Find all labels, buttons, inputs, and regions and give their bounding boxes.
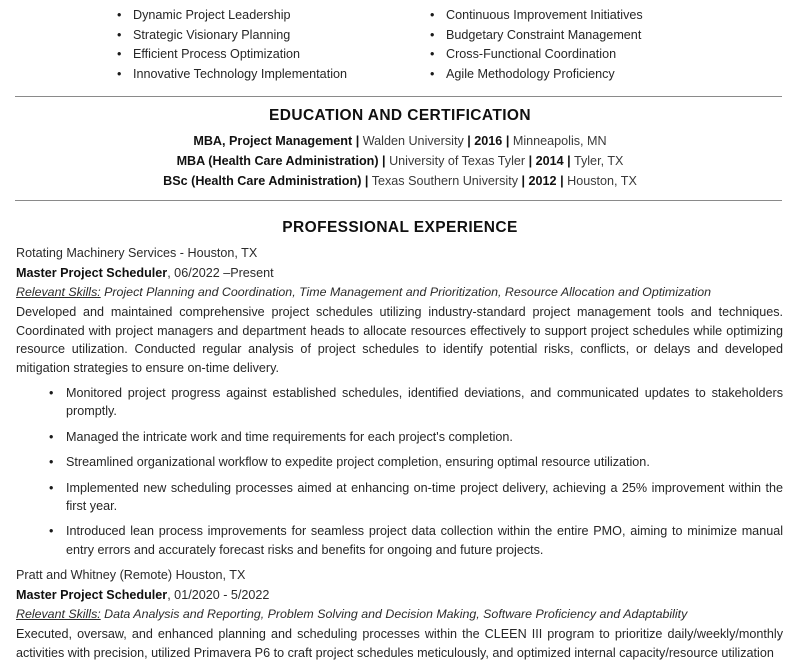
bullet-icon: • [49,524,54,539]
job-title: Master Project Scheduler [16,587,168,602]
bullet-icon: • [430,66,435,81]
education-separator: | [521,173,526,188]
job-role [16,586,783,605]
job-bullet [16,453,783,471]
skill-label: Strategic Visionary Planning [133,27,291,42]
bullet-icon: • [49,480,54,495]
job-bullet [16,384,783,421]
education-year: 2016 [474,134,503,149]
education-heading: EDUCATION AND CERTIFICATION [269,107,531,125]
job-bullet-list [16,384,783,559]
job-bullet-text: Introduced lean process improvements for seamless project data collection within the entire PMO, aiming to minimize manual entry errors and accurately forecast risks and benefits for ongoing and future projects. [66,524,783,557]
education-entry [0,132,800,152]
education-institution: University of Texas Tyler [389,153,526,168]
job-company: Rotating Machinery Services - Houston, TX [16,246,258,261]
skill-label: Innovative Technology Implementation [133,66,347,81]
section-divider [15,200,782,201]
job-bullet-text: Implemented new scheduling processes aimed at enhancing on-time project delivery, achieving a 25% improvement within the first year. [66,480,783,514]
education-degree: MBA (Health Care Administration) [176,153,379,168]
education-degree: BSc (Health Care Administration) [163,173,362,188]
core-skills-grid [0,0,800,84]
education-year: 2012 [528,173,557,188]
job-bullet [16,428,783,446]
education-separator: | [560,173,564,188]
job-dates: , 01/2020 - 5/2022 [167,587,270,602]
relevant-skills-label: Relevant Skills: [16,607,101,622]
education-institution: Walden University [362,134,464,149]
job-bullet-text: Monitored project progress against established schedules, identified deviations, and communicated updates to stakeholders promptly. [66,386,783,419]
skill-label: Budgetary Constraint Management [446,27,642,42]
experience-entry [16,566,783,662]
skill-item [430,45,800,65]
bullet-icon: • [430,8,435,22]
relevant-skills-label: Relevant Skills: [16,284,101,299]
education-location: Tyler, TX [573,153,624,168]
experience-list [0,244,800,662]
education-location: Minneapolis, MN [512,134,607,149]
skill-item [117,65,430,85]
job-relevant-skills [16,605,783,624]
experience-entry [16,244,783,559]
job-summary: Executed, oversaw, and enhanced planning and scheduling processes within the CLEEN III program to prioritize daily/weekly/monthly activities with precision, utilized Primavera P6 to craft project schedules meticulously, and optimized internal capacity/resource utilization [16,627,783,660]
job-bullet-text: Managed the intricate work and time requirements for each project's completion. [66,429,513,444]
education-list [0,132,800,191]
job-company: Pratt and Whitney (Remote) Houston, TX [16,568,246,583]
job-summary: Developed and maintained comprehensive project schedules utilizing industry-standard project management tools and techniques. Coordinated with project managers and department heads to allocate resources effectively to support project schedules while optimizing resource utilization. Conducted regular analysis of project schedules to identify potential risks, conflicts, or delays and developed mitigation strategies to ensure on-time delivery. [16,305,783,375]
education-separator: | [467,134,471,149]
education-separator: | [364,173,369,188]
education-separator: | [567,153,571,168]
bullet-icon: • [49,429,54,444]
skill-label: Dynamic Project Leadership [133,8,291,22]
skill-item [430,65,800,85]
skill-label: Agile Methodology Proficiency [446,66,615,81]
job-role [16,264,783,283]
education-separator: | [355,134,360,149]
bullet-icon: • [117,66,122,81]
education-year: 2014 [535,153,564,168]
skill-item [117,26,430,46]
education-location: Houston, TX [567,173,637,188]
job-bullet [16,522,783,559]
relevant-skills-value: Project Planning and Coordination, Time Management and Prioritization, Resource Allocation and Optimization [100,284,712,299]
job-title: Master Project Scheduler [16,265,168,280]
job-relevant-skills [16,283,783,302]
skill-item [430,6,800,26]
bullet-icon: • [49,455,54,470]
job-bullet [16,479,783,516]
bullet-icon: • [117,47,122,62]
education-separator: | [528,153,533,168]
education-entry [0,172,800,192]
relevant-skills-value: Data Analysis and Reporting, Problem Solving and Decision Making, Software Proficiency and Adaptability [100,607,688,622]
bullet-icon: • [430,27,435,42]
job-dates: , 06/2022 –Present [167,265,274,280]
bullet-icon: • [117,8,122,22]
experience-heading: PROFESSIONAL EXPERIENCE [282,219,518,237]
skill-item [430,26,800,46]
bullet-icon: • [49,386,54,400]
education-institution: Texas Southern University [371,173,518,188]
section-divider [15,96,782,97]
bullet-icon: • [430,47,435,62]
education-separator: | [382,153,386,168]
job-bullet-text: Streamlined organizational workflow to expedite project completion, ensuring optimal resource utilization. [66,455,650,470]
skill-item [117,6,430,26]
skill-label: Efficient Process Optimization [133,47,301,62]
skill-label: Continuous Improvement Initiatives [446,8,643,22]
education-separator: | [505,134,510,149]
education-degree: MBA, Project Management [193,134,353,149]
skill-item [117,45,430,65]
skill-label: Cross-Functional Coordination [446,47,617,62]
bullet-icon: • [117,27,122,42]
education-entry [0,152,800,172]
